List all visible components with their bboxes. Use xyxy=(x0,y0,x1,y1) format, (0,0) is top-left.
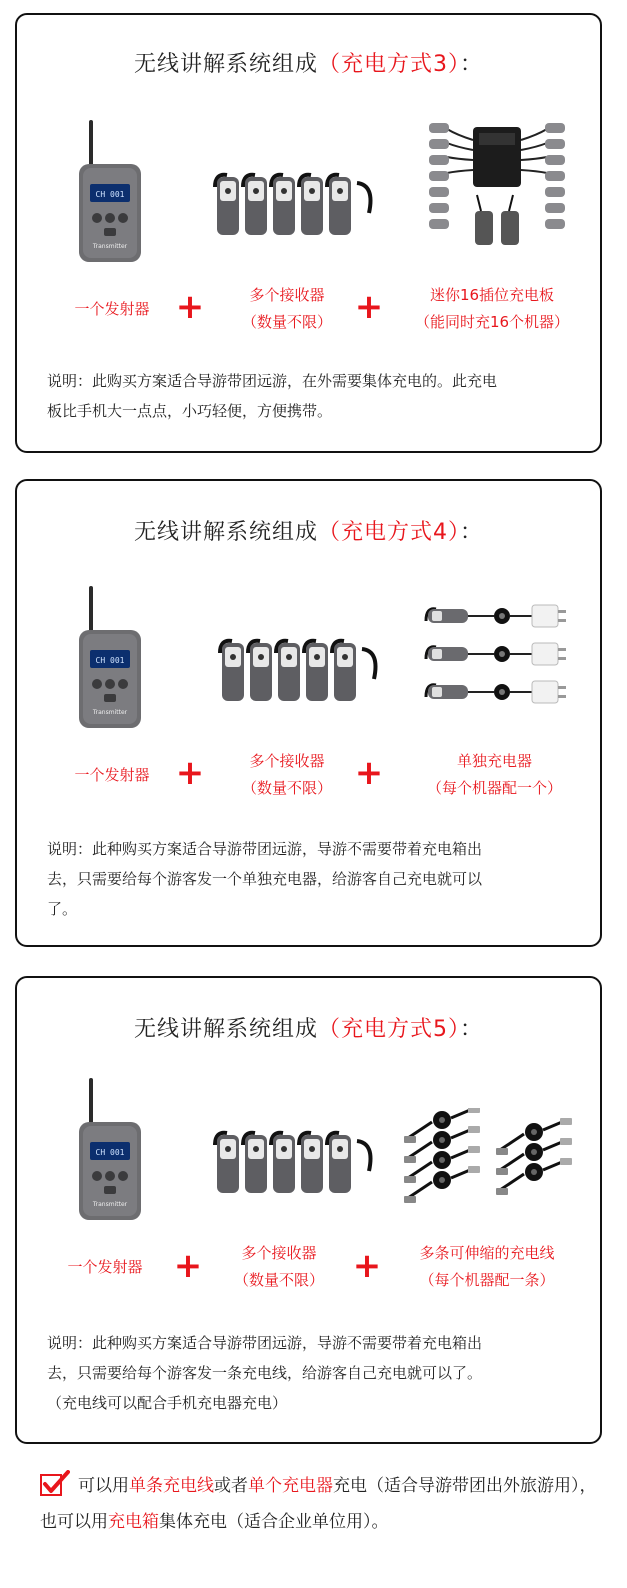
plus-sign: + xyxy=(173,1246,203,1286)
label-charger: 单独充电器 （每个机器配一个） xyxy=(426,752,562,797)
label-receivers: 多个接收器 （数量不限） xyxy=(241,752,332,797)
card-charging-4 xyxy=(15,479,602,947)
svg-text:Transmitter: Transmitter xyxy=(92,709,128,716)
checkmark-icon xyxy=(40,1470,70,1496)
svg-text:CH 001: CH 001 xyxy=(95,1148,125,1157)
svg-text:Transmitter: Transmitter xyxy=(92,243,128,250)
label-receivers: 多个接收器 （数量不限） xyxy=(233,1244,324,1289)
plus-sign: + xyxy=(175,753,205,793)
svg-text:CH 001: CH 001 xyxy=(95,190,125,199)
description: 说明：此购买方案适合导游带团远游，在外需要集体充电的。此充电 板比手机大一点点，小巧轻便，方便携带。 xyxy=(47,372,498,420)
receiver-icon xyxy=(212,631,382,711)
svg-text:CH 001: CH 001 xyxy=(95,656,125,665)
charging-board-icon xyxy=(417,115,577,255)
transmitter-icon xyxy=(77,586,147,731)
plus-sign: + xyxy=(354,287,384,327)
transmitter-icon xyxy=(77,1078,147,1223)
card-title: 无线讲解系统组成（充电方式3）： xyxy=(133,52,484,77)
receiver-icon xyxy=(207,1123,377,1203)
description: 说明：此种购买方案适合导游带团远游，导游不需要带着充电箱出 去，只需要给每个游客发一条充电线，给游客自己充电就可以了。 （充电线可以配合手机充电器充电） xyxy=(47,1334,483,1412)
transmitter-icon xyxy=(77,120,147,265)
label-charger: 多条可伸缩的充电线 （每个机器配一条） xyxy=(419,1244,555,1289)
receiver-icon xyxy=(207,165,377,245)
plus-sign: + xyxy=(175,287,205,327)
label-transmitter: 一个发射器 xyxy=(74,300,150,318)
card-title: 无线讲解系统组成（充电方式4）： xyxy=(133,520,484,545)
plus-sign: + xyxy=(352,1246,382,1286)
label-transmitter: 一个发射器 xyxy=(67,1258,143,1276)
footer-note: 可以用单条充电线或者单个充电器充电（适合导游带团出外旅游用），也可以用充电箱集体充电（适合企业单位用）。 xyxy=(40,1468,600,1540)
svg-text:Transmitter: Transmitter xyxy=(92,1201,128,1208)
card-charging-3 xyxy=(15,13,602,453)
label-charger: 迷你16插位充电板 （能同时充16个机器） xyxy=(414,286,570,331)
card-title: 无线讲解系统组成（充电方式5）： xyxy=(133,1017,484,1042)
charging-cable-icon xyxy=(402,1108,582,1203)
plus-sign: + xyxy=(354,753,384,793)
label-receivers: 多个接收器 （数量不限） xyxy=(241,286,332,331)
label-transmitter: 一个发射器 xyxy=(74,766,150,784)
card-charging-5 xyxy=(15,976,602,1444)
single-charger-icon xyxy=(422,601,582,721)
description: 说明：此种购买方案适合导游带团远游，导游不需要带着充电箱出 去，只需要给每个游客发一个单独充电器，给游客自己充电就可以 了。 xyxy=(47,840,483,918)
